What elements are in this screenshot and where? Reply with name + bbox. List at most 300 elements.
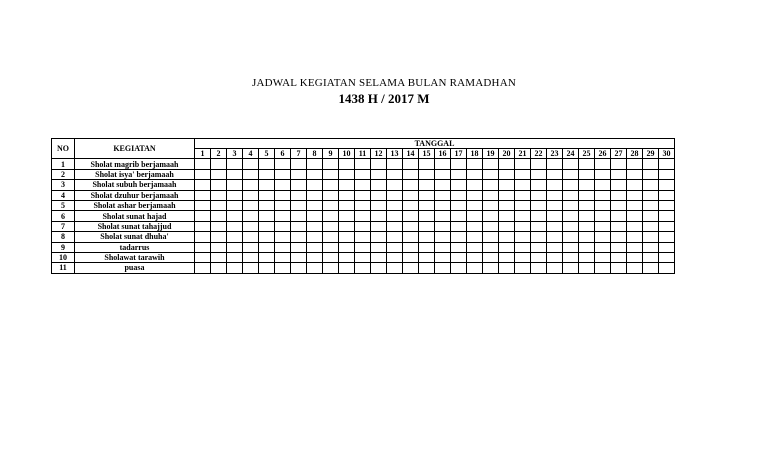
day-cell[interactable] bbox=[563, 232, 579, 242]
day-cell[interactable] bbox=[403, 232, 419, 242]
day-cell[interactable] bbox=[531, 190, 547, 200]
day-cell[interactable] bbox=[467, 169, 483, 179]
day-cell[interactable] bbox=[499, 263, 515, 273]
day-cell[interactable] bbox=[435, 200, 451, 210]
day-cell[interactable] bbox=[547, 252, 563, 262]
day-cell[interactable] bbox=[659, 200, 675, 210]
day-cell[interactable] bbox=[419, 159, 435, 169]
day-cell[interactable] bbox=[259, 169, 275, 179]
day-cell[interactable] bbox=[531, 159, 547, 169]
day-cell[interactable] bbox=[563, 180, 579, 190]
day-cell[interactable] bbox=[371, 169, 387, 179]
day-cell[interactable] bbox=[643, 190, 659, 200]
day-cell[interactable] bbox=[435, 221, 451, 231]
day-cell[interactable] bbox=[451, 180, 467, 190]
day-cell[interactable] bbox=[275, 190, 291, 200]
day-cell[interactable] bbox=[435, 159, 451, 169]
day-cell[interactable] bbox=[499, 159, 515, 169]
day-cell[interactable] bbox=[259, 263, 275, 273]
day-cell[interactable] bbox=[291, 169, 307, 179]
day-cell[interactable] bbox=[387, 190, 403, 200]
day-cell[interactable] bbox=[499, 252, 515, 262]
day-cell[interactable] bbox=[227, 180, 243, 190]
day-cell[interactable] bbox=[611, 190, 627, 200]
day-cell[interactable] bbox=[531, 232, 547, 242]
day-cell[interactable] bbox=[227, 190, 243, 200]
day-cell[interactable] bbox=[547, 211, 563, 221]
day-cell[interactable] bbox=[483, 190, 499, 200]
day-cell[interactable] bbox=[659, 263, 675, 273]
day-cell[interactable] bbox=[371, 263, 387, 273]
day-cell[interactable] bbox=[339, 159, 355, 169]
day-cell[interactable] bbox=[451, 169, 467, 179]
day-cell[interactable] bbox=[611, 221, 627, 231]
day-cell[interactable] bbox=[643, 232, 659, 242]
day-cell[interactable] bbox=[211, 252, 227, 262]
day-cell[interactable] bbox=[547, 159, 563, 169]
day-cell[interactable] bbox=[387, 221, 403, 231]
day-cell[interactable] bbox=[259, 190, 275, 200]
day-cell[interactable] bbox=[643, 211, 659, 221]
day-cell[interactable] bbox=[451, 190, 467, 200]
day-cell[interactable] bbox=[499, 211, 515, 221]
day-cell[interactable] bbox=[227, 252, 243, 262]
day-cell[interactable] bbox=[435, 190, 451, 200]
day-cell[interactable] bbox=[627, 221, 643, 231]
day-cell[interactable] bbox=[371, 190, 387, 200]
day-cell[interactable] bbox=[515, 159, 531, 169]
day-cell[interactable] bbox=[451, 211, 467, 221]
day-cell[interactable] bbox=[195, 221, 211, 231]
day-cell[interactable] bbox=[211, 211, 227, 221]
day-cell[interactable] bbox=[419, 180, 435, 190]
day-cell[interactable] bbox=[371, 242, 387, 252]
day-cell[interactable] bbox=[595, 242, 611, 252]
day-cell[interactable] bbox=[355, 221, 371, 231]
day-cell[interactable] bbox=[195, 242, 211, 252]
day-cell[interactable] bbox=[355, 211, 371, 221]
day-cell[interactable] bbox=[643, 221, 659, 231]
day-cell[interactable] bbox=[275, 169, 291, 179]
day-cell[interactable] bbox=[643, 180, 659, 190]
day-cell[interactable] bbox=[643, 169, 659, 179]
day-cell[interactable] bbox=[307, 221, 323, 231]
day-cell[interactable] bbox=[627, 159, 643, 169]
day-cell[interactable] bbox=[387, 211, 403, 221]
day-cell[interactable] bbox=[659, 159, 675, 169]
day-cell[interactable] bbox=[259, 252, 275, 262]
day-cell[interactable] bbox=[387, 169, 403, 179]
day-cell[interactable] bbox=[307, 232, 323, 242]
day-cell[interactable] bbox=[515, 200, 531, 210]
day-cell[interactable] bbox=[563, 200, 579, 210]
day-cell[interactable] bbox=[211, 242, 227, 252]
day-cell[interactable] bbox=[531, 180, 547, 190]
day-cell[interactable] bbox=[243, 200, 259, 210]
day-cell[interactable] bbox=[195, 211, 211, 221]
day-cell[interactable] bbox=[403, 221, 419, 231]
day-cell[interactable] bbox=[435, 252, 451, 262]
day-cell[interactable] bbox=[243, 159, 259, 169]
day-cell[interactable] bbox=[307, 190, 323, 200]
day-cell[interactable] bbox=[355, 169, 371, 179]
day-cell[interactable] bbox=[243, 180, 259, 190]
day-cell[interactable] bbox=[403, 190, 419, 200]
day-cell[interactable] bbox=[211, 190, 227, 200]
day-cell[interactable] bbox=[547, 190, 563, 200]
day-cell[interactable] bbox=[611, 180, 627, 190]
day-cell[interactable] bbox=[515, 232, 531, 242]
day-cell[interactable] bbox=[659, 211, 675, 221]
day-cell[interactable] bbox=[643, 159, 659, 169]
day-cell[interactable] bbox=[499, 242, 515, 252]
day-cell[interactable] bbox=[611, 242, 627, 252]
day-cell[interactable] bbox=[307, 180, 323, 190]
day-cell[interactable] bbox=[659, 180, 675, 190]
day-cell[interactable] bbox=[451, 232, 467, 242]
day-cell[interactable] bbox=[451, 159, 467, 169]
day-cell[interactable] bbox=[627, 242, 643, 252]
day-cell[interactable] bbox=[323, 159, 339, 169]
day-cell[interactable] bbox=[435, 263, 451, 273]
day-cell[interactable] bbox=[611, 232, 627, 242]
day-cell[interactable] bbox=[451, 263, 467, 273]
day-cell[interactable] bbox=[419, 263, 435, 273]
day-cell[interactable] bbox=[419, 232, 435, 242]
day-cell[interactable] bbox=[371, 200, 387, 210]
day-cell[interactable] bbox=[227, 232, 243, 242]
day-cell[interactable] bbox=[419, 252, 435, 262]
day-cell[interactable] bbox=[323, 263, 339, 273]
day-cell[interactable] bbox=[659, 252, 675, 262]
day-cell[interactable] bbox=[659, 221, 675, 231]
day-cell[interactable] bbox=[515, 211, 531, 221]
day-cell[interactable] bbox=[323, 190, 339, 200]
day-cell[interactable] bbox=[451, 221, 467, 231]
day-cell[interactable] bbox=[483, 221, 499, 231]
day-cell[interactable] bbox=[339, 200, 355, 210]
day-cell[interactable] bbox=[243, 252, 259, 262]
day-cell[interactable] bbox=[435, 169, 451, 179]
day-cell[interactable] bbox=[387, 232, 403, 242]
day-cell[interactable] bbox=[659, 242, 675, 252]
day-cell[interactable] bbox=[355, 252, 371, 262]
day-cell[interactable] bbox=[291, 242, 307, 252]
day-cell[interactable] bbox=[211, 232, 227, 242]
day-cell[interactable] bbox=[227, 263, 243, 273]
day-cell[interactable] bbox=[371, 159, 387, 169]
day-cell[interactable] bbox=[579, 242, 595, 252]
day-cell[interactable] bbox=[275, 232, 291, 242]
day-cell[interactable] bbox=[483, 159, 499, 169]
day-cell[interactable] bbox=[483, 169, 499, 179]
day-cell[interactable] bbox=[419, 242, 435, 252]
day-cell[interactable] bbox=[195, 200, 211, 210]
day-cell[interactable] bbox=[195, 159, 211, 169]
day-cell[interactable] bbox=[499, 232, 515, 242]
day-cell[interactable] bbox=[595, 263, 611, 273]
day-cell[interactable] bbox=[419, 169, 435, 179]
day-cell[interactable] bbox=[339, 232, 355, 242]
day-cell[interactable] bbox=[403, 252, 419, 262]
day-cell[interactable] bbox=[387, 252, 403, 262]
day-cell[interactable] bbox=[307, 252, 323, 262]
day-cell[interactable] bbox=[595, 200, 611, 210]
day-cell[interactable] bbox=[579, 180, 595, 190]
day-cell[interactable] bbox=[307, 159, 323, 169]
day-cell[interactable] bbox=[627, 252, 643, 262]
day-cell[interactable] bbox=[595, 221, 611, 231]
day-cell[interactable] bbox=[499, 180, 515, 190]
day-cell[interactable] bbox=[515, 169, 531, 179]
day-cell[interactable] bbox=[211, 159, 227, 169]
day-cell[interactable] bbox=[339, 211, 355, 221]
day-cell[interactable] bbox=[403, 180, 419, 190]
day-cell[interactable] bbox=[227, 159, 243, 169]
day-cell[interactable] bbox=[403, 242, 419, 252]
day-cell[interactable] bbox=[371, 221, 387, 231]
day-cell[interactable] bbox=[595, 169, 611, 179]
day-cell[interactable] bbox=[275, 200, 291, 210]
day-cell[interactable] bbox=[451, 200, 467, 210]
day-cell[interactable] bbox=[467, 221, 483, 231]
day-cell[interactable] bbox=[339, 221, 355, 231]
day-cell[interactable] bbox=[291, 263, 307, 273]
day-cell[interactable] bbox=[643, 200, 659, 210]
day-cell[interactable] bbox=[339, 263, 355, 273]
day-cell[interactable] bbox=[611, 263, 627, 273]
day-cell[interactable] bbox=[611, 169, 627, 179]
day-cell[interactable] bbox=[547, 200, 563, 210]
day-cell[interactable] bbox=[547, 242, 563, 252]
day-cell[interactable] bbox=[291, 180, 307, 190]
day-cell[interactable] bbox=[403, 169, 419, 179]
day-cell[interactable] bbox=[211, 180, 227, 190]
day-cell[interactable] bbox=[323, 252, 339, 262]
day-cell[interactable] bbox=[291, 221, 307, 231]
day-cell[interactable] bbox=[291, 252, 307, 262]
day-cell[interactable] bbox=[291, 190, 307, 200]
day-cell[interactable] bbox=[563, 211, 579, 221]
day-cell[interactable] bbox=[659, 169, 675, 179]
day-cell[interactable] bbox=[243, 169, 259, 179]
day-cell[interactable] bbox=[531, 263, 547, 273]
day-cell[interactable] bbox=[275, 252, 291, 262]
day-cell[interactable] bbox=[579, 200, 595, 210]
day-cell[interactable] bbox=[435, 180, 451, 190]
day-cell[interactable] bbox=[483, 200, 499, 210]
day-cell[interactable] bbox=[323, 221, 339, 231]
day-cell[interactable] bbox=[483, 180, 499, 190]
day-cell[interactable] bbox=[579, 232, 595, 242]
day-cell[interactable] bbox=[339, 190, 355, 200]
day-cell[interactable] bbox=[307, 263, 323, 273]
day-cell[interactable] bbox=[355, 159, 371, 169]
day-cell[interactable] bbox=[355, 263, 371, 273]
day-cell[interactable] bbox=[467, 252, 483, 262]
day-cell[interactable] bbox=[323, 211, 339, 221]
day-cell[interactable] bbox=[259, 242, 275, 252]
day-cell[interactable] bbox=[211, 200, 227, 210]
day-cell[interactable] bbox=[419, 200, 435, 210]
day-cell[interactable] bbox=[483, 242, 499, 252]
day-cell[interactable] bbox=[563, 252, 579, 262]
day-cell[interactable] bbox=[611, 200, 627, 210]
day-cell[interactable] bbox=[531, 242, 547, 252]
day-cell[interactable] bbox=[627, 190, 643, 200]
day-cell[interactable] bbox=[563, 263, 579, 273]
day-cell[interactable] bbox=[243, 242, 259, 252]
day-cell[interactable] bbox=[387, 242, 403, 252]
day-cell[interactable] bbox=[515, 242, 531, 252]
day-cell[interactable] bbox=[419, 211, 435, 221]
day-cell[interactable] bbox=[339, 180, 355, 190]
day-cell[interactable] bbox=[563, 242, 579, 252]
day-cell[interactable] bbox=[403, 263, 419, 273]
day-cell[interactable] bbox=[275, 221, 291, 231]
day-cell[interactable] bbox=[499, 169, 515, 179]
day-cell[interactable] bbox=[355, 190, 371, 200]
day-cell[interactable] bbox=[515, 180, 531, 190]
day-cell[interactable] bbox=[371, 252, 387, 262]
day-cell[interactable] bbox=[211, 169, 227, 179]
day-cell[interactable] bbox=[275, 211, 291, 221]
day-cell[interactable] bbox=[195, 180, 211, 190]
day-cell[interactable] bbox=[387, 263, 403, 273]
day-cell[interactable] bbox=[483, 252, 499, 262]
day-cell[interactable] bbox=[547, 169, 563, 179]
day-cell[interactable] bbox=[259, 180, 275, 190]
day-cell[interactable] bbox=[387, 180, 403, 190]
day-cell[interactable] bbox=[531, 200, 547, 210]
day-cell[interactable] bbox=[419, 190, 435, 200]
day-cell[interactable] bbox=[259, 211, 275, 221]
day-cell[interactable] bbox=[355, 180, 371, 190]
day-cell[interactable] bbox=[371, 180, 387, 190]
day-cell[interactable] bbox=[579, 190, 595, 200]
day-cell[interactable] bbox=[275, 159, 291, 169]
day-cell[interactable] bbox=[451, 252, 467, 262]
day-cell[interactable] bbox=[579, 252, 595, 262]
day-cell[interactable] bbox=[483, 211, 499, 221]
day-cell[interactable] bbox=[403, 159, 419, 169]
day-cell[interactable] bbox=[195, 252, 211, 262]
day-cell[interactable] bbox=[627, 211, 643, 221]
day-cell[interactable] bbox=[227, 200, 243, 210]
day-cell[interactable] bbox=[643, 252, 659, 262]
day-cell[interactable] bbox=[259, 159, 275, 169]
day-cell[interactable] bbox=[579, 263, 595, 273]
day-cell[interactable] bbox=[595, 232, 611, 242]
day-cell[interactable] bbox=[483, 232, 499, 242]
day-cell[interactable] bbox=[211, 221, 227, 231]
day-cell[interactable] bbox=[611, 159, 627, 169]
day-cell[interactable] bbox=[563, 221, 579, 231]
day-cell[interactable] bbox=[195, 190, 211, 200]
day-cell[interactable] bbox=[323, 169, 339, 179]
day-cell[interactable] bbox=[323, 200, 339, 210]
day-cell[interactable] bbox=[595, 190, 611, 200]
day-cell[interactable] bbox=[467, 263, 483, 273]
day-cell[interactable] bbox=[275, 242, 291, 252]
day-cell[interactable] bbox=[243, 221, 259, 231]
day-cell[interactable] bbox=[323, 232, 339, 242]
day-cell[interactable] bbox=[243, 211, 259, 221]
day-cell[interactable] bbox=[323, 180, 339, 190]
day-cell[interactable] bbox=[595, 252, 611, 262]
day-cell[interactable] bbox=[547, 180, 563, 190]
day-cell[interactable] bbox=[355, 200, 371, 210]
day-cell[interactable] bbox=[323, 242, 339, 252]
day-cell[interactable] bbox=[307, 211, 323, 221]
day-cell[interactable] bbox=[643, 263, 659, 273]
day-cell[interactable] bbox=[643, 242, 659, 252]
day-cell[interactable] bbox=[195, 232, 211, 242]
day-cell[interactable] bbox=[451, 242, 467, 252]
day-cell[interactable] bbox=[515, 263, 531, 273]
day-cell[interactable] bbox=[467, 180, 483, 190]
day-cell[interactable] bbox=[483, 263, 499, 273]
day-cell[interactable] bbox=[627, 232, 643, 242]
day-cell[interactable] bbox=[339, 252, 355, 262]
day-cell[interactable] bbox=[547, 263, 563, 273]
day-cell[interactable] bbox=[547, 232, 563, 242]
day-cell[interactable] bbox=[499, 200, 515, 210]
day-cell[interactable] bbox=[579, 211, 595, 221]
day-cell[interactable] bbox=[195, 169, 211, 179]
day-cell[interactable] bbox=[499, 221, 515, 231]
day-cell[interactable] bbox=[435, 232, 451, 242]
day-cell[interactable] bbox=[467, 211, 483, 221]
day-cell[interactable] bbox=[275, 263, 291, 273]
day-cell[interactable] bbox=[467, 200, 483, 210]
day-cell[interactable] bbox=[627, 180, 643, 190]
day-cell[interactable] bbox=[467, 190, 483, 200]
day-cell[interactable] bbox=[211, 263, 227, 273]
day-cell[interactable] bbox=[531, 252, 547, 262]
day-cell[interactable] bbox=[227, 242, 243, 252]
day-cell[interactable] bbox=[291, 211, 307, 221]
day-cell[interactable] bbox=[259, 221, 275, 231]
day-cell[interactable] bbox=[435, 242, 451, 252]
day-cell[interactable] bbox=[531, 169, 547, 179]
day-cell[interactable] bbox=[259, 232, 275, 242]
day-cell[interactable] bbox=[307, 200, 323, 210]
day-cell[interactable] bbox=[275, 180, 291, 190]
day-cell[interactable] bbox=[595, 159, 611, 169]
day-cell[interactable] bbox=[563, 169, 579, 179]
day-cell[interactable] bbox=[403, 211, 419, 221]
day-cell[interactable] bbox=[227, 211, 243, 221]
day-cell[interactable] bbox=[467, 242, 483, 252]
day-cell[interactable] bbox=[467, 232, 483, 242]
day-cell[interactable] bbox=[659, 190, 675, 200]
day-cell[interactable] bbox=[467, 159, 483, 169]
day-cell[interactable] bbox=[627, 169, 643, 179]
day-cell[interactable] bbox=[547, 221, 563, 231]
day-cell[interactable] bbox=[595, 180, 611, 190]
day-cell[interactable] bbox=[563, 190, 579, 200]
day-cell[interactable] bbox=[579, 221, 595, 231]
day-cell[interactable] bbox=[355, 242, 371, 252]
day-cell[interactable] bbox=[227, 169, 243, 179]
day-cell[interactable] bbox=[595, 211, 611, 221]
day-cell[interactable] bbox=[659, 232, 675, 242]
day-cell[interactable] bbox=[371, 232, 387, 242]
day-cell[interactable] bbox=[627, 263, 643, 273]
day-cell[interactable] bbox=[403, 200, 419, 210]
day-cell[interactable] bbox=[243, 232, 259, 242]
